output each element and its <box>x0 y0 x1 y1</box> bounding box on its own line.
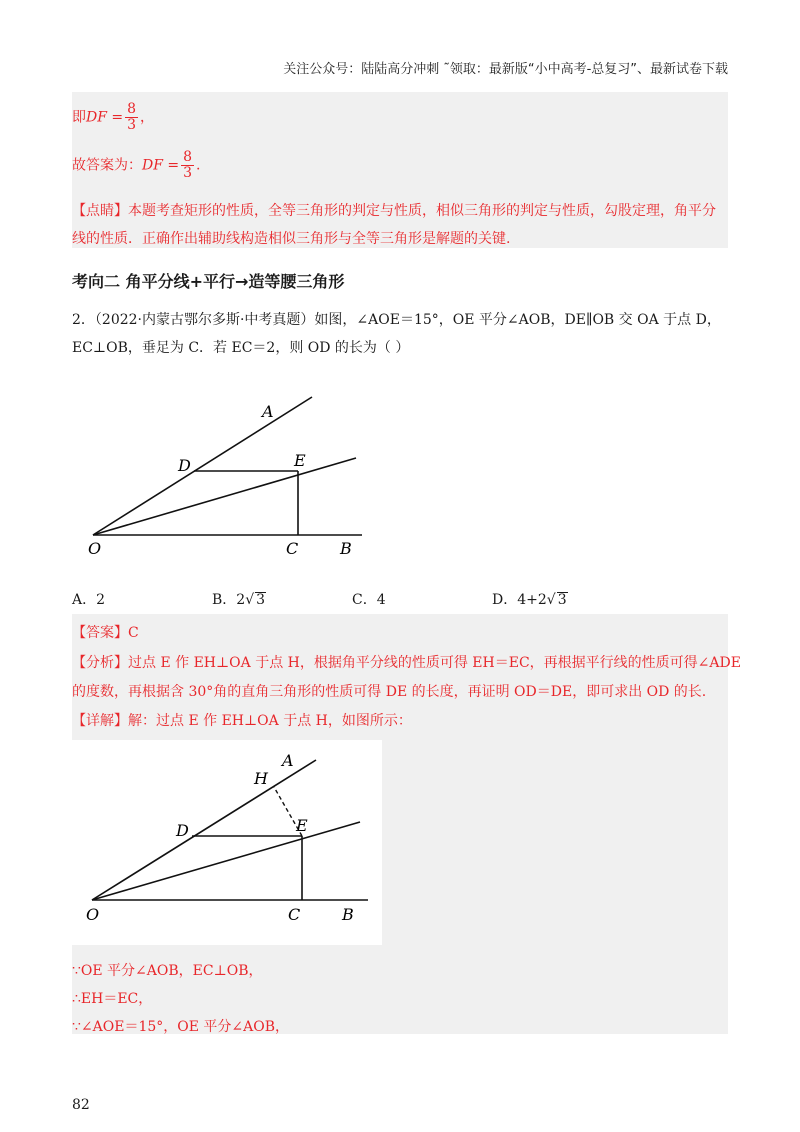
choice-d[interactable] <box>492 589 568 609</box>
choice-d-prefix: D．4+2 <box>492 592 547 608</box>
sqrt-symbol: √ <box>245 592 255 608</box>
sqrt-symbol: √ <box>546 592 556 608</box>
fraction-denominator: 3 <box>127 117 137 133</box>
label-c: C <box>286 539 299 558</box>
text-suffix: . <box>196 157 201 174</box>
text-suffix: ， <box>140 109 155 126</box>
choice-b-radicand: 3 <box>256 592 266 608</box>
answer-value: C <box>128 625 139 641</box>
analysis-text: 过点 E 作 EH⊥OA 于点 H，根据角平分线的性质可得 EH＝EC，再根据平行线的性质可得∠ADE <box>128 655 741 671</box>
ray-oa <box>93 397 312 535</box>
problem-line-1: 2．（2022·内蒙古鄂尔多斯·中考真题）如图，∠AOE＝15°，OE 平分∠AOB，DE∥OB 交 OA 于点 D， <box>72 312 721 328</box>
problem-statement <box>72 306 732 362</box>
label-b: B <box>340 539 352 558</box>
section-title: 考向二 角平分线+平行→造等腰三角形 <box>72 272 345 291</box>
solution-step-1: ∵OE 平分∠AOB，EC⊥OB， <box>72 963 263 979</box>
choice-a[interactable]: A．2 <box>72 592 106 608</box>
figure-background <box>72 740 382 945</box>
answer-tag: 【答案】 <box>72 625 128 641</box>
label-o: O <box>86 905 100 924</box>
analysis-line-1 <box>72 652 741 672</box>
choice-b[interactable] <box>212 589 266 609</box>
label-o: O <box>88 539 102 558</box>
choice-b-prefix: B．2 <box>212 592 246 608</box>
fraction-numerator: 8 <box>127 101 137 117</box>
choice-d-radicand: 3 <box>557 592 567 608</box>
note-text: 本题考查矩形的性质，全等三角形的判定与性质，相似三角形的判定与性质，勾股定理，角平分 <box>128 203 716 219</box>
final-answer-line <box>72 150 201 181</box>
math-expression: DF = <box>86 109 124 126</box>
label-d: D <box>176 821 189 840</box>
page-number: 82 <box>72 1097 90 1113</box>
fraction <box>125 102 138 133</box>
label-e: E <box>296 816 308 835</box>
geometry-figure-1 <box>72 385 372 560</box>
note-line-2: 线的性质．正确作出辅助线构造相似三角形与全等三角形是解题的关键. <box>72 231 511 247</box>
math-expression: DF = <box>142 157 180 174</box>
label-c: C <box>288 905 301 924</box>
analysis-tag: 【分析】 <box>72 655 128 671</box>
choice-c[interactable]: C．4 <box>352 592 386 608</box>
fraction-numerator: 8 <box>183 149 193 165</box>
label-a: A <box>282 751 294 770</box>
solution-line-df <box>72 102 154 133</box>
label-d: D <box>178 456 191 475</box>
answer-line <box>72 622 139 642</box>
page-header: 关注公众号：陆陆高分冲刺 ˜领取：最新版“小中高考-总复习”、最新试卷下载 <box>283 62 728 77</box>
label-a: A <box>262 402 274 421</box>
label-e: E <box>294 451 306 470</box>
solution-step-2: ∴EH＝EC， <box>72 991 153 1007</box>
detail-tag: 【详解】 <box>72 713 128 729</box>
fraction <box>181 150 194 181</box>
note-tag: 【点睛】 <box>72 203 128 219</box>
detail-line-1 <box>72 710 412 730</box>
geometry-figure-2 <box>72 740 382 945</box>
label-b: B <box>342 905 354 924</box>
ray-oe <box>93 458 356 535</box>
solution-step-3: ∵∠AOE＝15°，OE 平分∠AOB， <box>72 1019 290 1035</box>
detail-text: 解：过点 E 作 EH⊥OA 于点 H，如图所示： <box>128 713 412 729</box>
text-prefix: 即 <box>72 109 86 126</box>
text-prefix: 故答案为： <box>72 157 142 174</box>
analysis-line-2: 的度数，再根据含 30°角的直角三角形的性质可得 DE 的长度，再证明 OD＝DE，即可求出 OD 的长. <box>72 684 707 700</box>
fraction-denominator: 3 <box>183 165 193 181</box>
label-h: H <box>254 769 268 788</box>
note-line-1 <box>72 200 716 220</box>
problem-line-2: EC⊥OB，垂足为 C．若 EC＝2，则 OD 的长为（ ） <box>72 340 410 356</box>
